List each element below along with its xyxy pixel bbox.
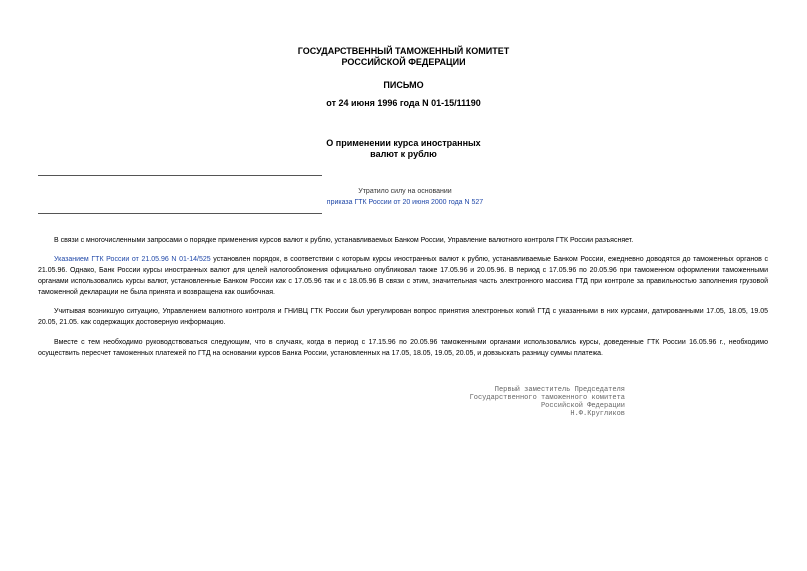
directive-link[interactable]: Указанием ГТК России от 21.05.96 N 01-14/525 [54, 256, 211, 263]
issuer-line-2: РОССИЙСКОЙ ФЕДЕРАЦИИ [341, 57, 466, 67]
paragraph-1: В связи с многочисленными запросами о порядке применения курсов валют к рублю, устанавливаемых Банком России, Управление валютного контроля ГТК России разъясняет. [54, 237, 634, 244]
signature-line-4: Н.Ф.Кругликов [570, 410, 625, 418]
divider-top [38, 175, 322, 176]
signature-line-1: Первый заместитель Председателя [494, 386, 625, 394]
paragraph-2 [38, 254, 768, 298]
divider-bottom [38, 213, 322, 214]
document-title [0, 138, 807, 160]
status-link[interactable] [300, 197, 510, 208]
signature-line-2: Государственного таможенного комитета [469, 394, 625, 402]
issuer-line-1: ГОСУДАРСТВЕННЫЙ ТАМОЖЕННЫЙ КОМИТЕТ [297, 46, 510, 56]
document-type: ПИСЬМО [383, 80, 424, 90]
title-line-2: валют к рублю [370, 149, 437, 159]
signature-block [440, 386, 625, 418]
signature-line-3: Российской Федерации [540, 402, 625, 410]
status-note: Утратило силу на основании [358, 188, 452, 195]
title-line-1: О применении курса иностранных [326, 138, 481, 148]
paragraph-2-text: установлен порядок, в соответствии с которым курсы иностранных валют к рублю, устанавливаемые Банком России, ежедневно доводятся до таможенных органов с 21.05.96. Однако, Банк России курсы иностранных валют для целей налогообложения официально опубликовал также 17.05.96 и 20.05.96. В период с 17.05.96 по 20.05.96 при таможенном оформлении таможенными органами использовались курсы валют, установленные Банком России как с 17.05.96 так и с 18.05.96 В связи с этим, значительная часть электронного массива ГТД при контроле за правильностью заполнения грузовой таможенной декларации не была принята и возвращена как ошибочная. [38, 256, 768, 296]
issuer-heading [0, 46, 807, 68]
paragraph-3: Учитывая возникшую ситуацию, Управлением валютного контроля и ГНИВЦ ГТК России был урегулирован вопрос принятия электронных копий ГТД с указанными в них курсами, датированными 17.05, 18.05, 19.05 20.05, 21.05. как содержащих достоверную информацию. [38, 308, 768, 326]
document-date-number: от 24 июня 1996 года N 01-15/11190 [326, 98, 481, 108]
paragraph-4: Вместе с тем необходимо руководствоваться следующим, что в случаях, когда в период с 17.15.96 по 20.05.96 таможенными органами использовались курсы, доведенные ГТК России 16.05.96 г., необходимо осуществить пересчет таможенных платежей по ГТД на основании курсов Банка России, установленных на 17.05, 18.05, 19.05, 20.05, и довзыскать разницу суммы платежа. [38, 339, 768, 357]
repeal-order-link[interactable]: приказа ГТК России от 20 июня 2000 года N 527 [326, 199, 484, 206]
